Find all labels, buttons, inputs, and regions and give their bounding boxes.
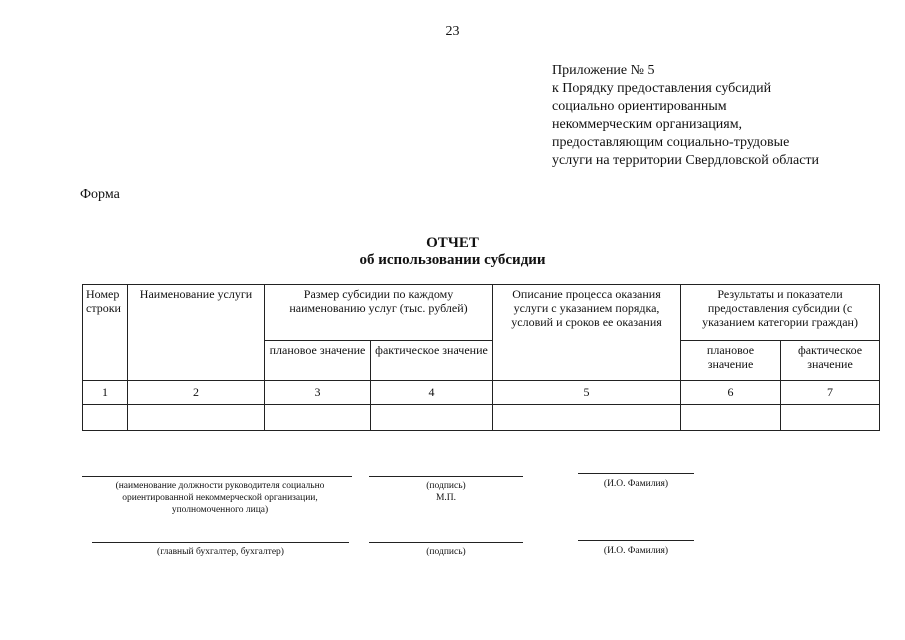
column-number: 3 [265, 380, 371, 404]
appendix-line: предоставляющим социально-трудовые [552, 135, 790, 150]
empty-cell [781, 404, 880, 430]
column-number: 7 [781, 380, 880, 404]
report-table [82, 284, 880, 431]
signature-caption: (подпись) [426, 481, 466, 491]
header-subsidy-size: Размер субсидии по каждому наименованию услуг (тыс. рублей) [265, 285, 493, 341]
appendix-line: Приложение № 5 [552, 63, 655, 78]
column-number: 1 [83, 380, 128, 404]
appendix-block [552, 62, 819, 170]
stamp-label: М.П. [435, 493, 457, 503]
column-number: 2 [128, 380, 265, 404]
appendix-line: услуги на территории Свердловской области [552, 153, 820, 168]
position-signature-line [82, 476, 352, 477]
header-subsidy-actual: фактическое значение [371, 341, 493, 380]
accountant-caption: (главный бухгалтер, бухгалтер) [157, 547, 284, 557]
name-signature-line [578, 540, 694, 541]
name-caption: (И.О. Фамилия) [603, 479, 669, 489]
column-number: 5 [493, 380, 681, 404]
header-results-actual: фактическое значение [781, 341, 880, 380]
empty-cell [128, 404, 265, 430]
name-caption: (И.О. Фамилия) [603, 546, 669, 556]
page-number: 23 [445, 24, 460, 39]
appendix-line: некоммерческим организациям, [552, 117, 743, 132]
appendix-line: социально ориентированным [552, 99, 727, 114]
report-title: ОТЧЕТ [426, 235, 479, 251]
empty-cell [371, 404, 493, 430]
empty-cell [83, 404, 128, 430]
empty-cell [493, 404, 681, 430]
header-subsidy-planned: плановое значение [265, 341, 371, 380]
signature-line [369, 542, 523, 543]
header-results: Результаты и показатели предоставления субсидии (с указанием категории граждан) [681, 285, 880, 341]
header-results-planned: плановое значение [681, 341, 781, 380]
header-process-description: Описание процесса оказания услуги с указанием порядка, условий и сроков ее оказания [493, 285, 681, 381]
header-row-number: Номер строки [83, 285, 128, 381]
column-number: 4 [371, 380, 493, 404]
position-caption: (наименование должности руководителя социально ориентированной некоммерческой организации, уполномоченного лица) [115, 481, 325, 515]
signature-caption: (подпись) [426, 547, 466, 557]
appendix-line: к Порядку предоставления субсидий [552, 81, 772, 96]
column-number: 6 [681, 380, 781, 404]
accountant-signature-line [92, 542, 349, 543]
name-signature-line [578, 473, 694, 474]
report-title-block [0, 235, 905, 269]
form-label: Форма [80, 187, 120, 202]
signature-line [369, 476, 523, 477]
empty-cell [681, 404, 781, 430]
report-subtitle: об использовании субсидии [359, 252, 546, 268]
empty-cell [265, 404, 371, 430]
header-service-name: Наименование услуги [128, 285, 265, 381]
